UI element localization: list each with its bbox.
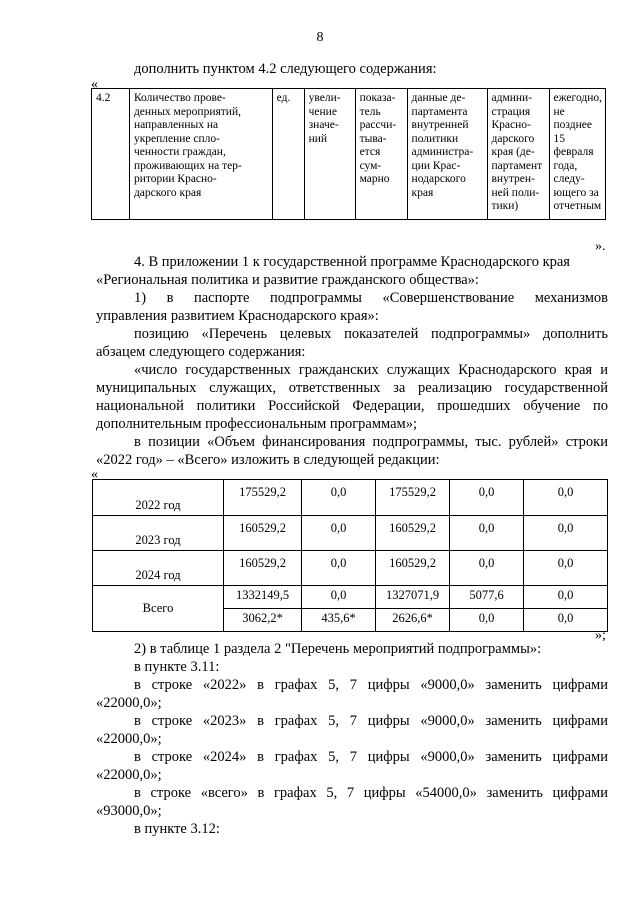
table-cell: 0,0 — [524, 586, 608, 609]
paragraph-line: в пункте 3.12: — [134, 821, 220, 837]
table-cell: 160529,2 — [224, 516, 302, 551]
paragraph-line: управления развитием Краснодарского края»: — [96, 308, 379, 324]
table-cell: 0,0 — [450, 609, 524, 632]
cell-line: админи- — [491, 92, 533, 104]
table-cell: 0,0 — [302, 551, 376, 586]
cell-line: года, — [553, 159, 578, 172]
paragraph-line: в строке «2022» в графах 5, 7 цифры «9000,0» заменить цифрами — [134, 677, 608, 693]
paragraph-line: дополнительным профессиональным программам»; — [96, 416, 417, 432]
table-cell: 5077,6 — [450, 586, 524, 609]
cell-line: Красно- — [491, 119, 531, 131]
table-cell: 0,0 — [302, 516, 376, 551]
cell-line: внутренней — [411, 119, 469, 131]
table-cell: 0,0 — [524, 516, 608, 551]
cell-line: увели- — [308, 92, 341, 104]
table-cell: 435,6* — [302, 609, 376, 632]
paragraph-line: 2) в таблице 1 раздела 2 "Перечень мероприятий подпрограммы»: — [134, 641, 542, 657]
paragraph-line: позицию «Перечень целевых показателей подпрограммы» дополнить — [134, 326, 608, 342]
cell-line: следу- — [553, 173, 585, 185]
open-quote-2: « — [91, 467, 98, 482]
cell-line: дарского — [491, 132, 535, 145]
cell-line: партамента — [411, 105, 468, 118]
cell-line: укрепление спло- — [133, 132, 220, 145]
cell-line: ции Крас- — [411, 159, 461, 172]
table-cell: 0,0 — [302, 480, 376, 516]
cell-line: не позднее — [553, 105, 592, 131]
paragraph-line: муниципальных служащих, ответственных за реализацию государственной — [96, 380, 608, 396]
table-cell: 3062,2* — [224, 609, 302, 632]
cell-trend — [304, 89, 355, 220]
cell-line: 15 февраля — [553, 132, 594, 158]
table-cell: 0,0 — [524, 551, 608, 586]
cell-line: политики — [411, 132, 459, 145]
table-cell: 160529,2 — [376, 551, 450, 586]
table-row — [93, 551, 608, 586]
cell-line: 4.2 — [96, 92, 111, 104]
table-row — [93, 586, 608, 609]
cell-line: ед. — [276, 92, 291, 104]
cell-line: внутрен- — [491, 173, 535, 185]
cell-line: отчетным — [553, 200, 602, 212]
paragraph-line: 1) в паспорте подпрограммы «Совершенствование механизмов — [134, 290, 608, 306]
table-cell: 0,0 — [524, 609, 608, 632]
paragraph-line: в пункте 3.11: — [134, 659, 220, 675]
cell-line: тель — [359, 105, 381, 118]
paragraph-line: в строке «2023» в графах 5, 7 цифры «9000,0» заменить цифрами — [134, 713, 608, 729]
table-cell: 1327071,9 — [376, 586, 450, 609]
cell-line: показа- — [359, 92, 396, 104]
page-number: 8 — [316, 30, 324, 45]
table-cell: 0,0 — [450, 480, 524, 516]
table-cell: 0,0 — [450, 516, 524, 551]
table-cell: 2626,6* — [376, 609, 450, 632]
row-label: 2022 год — [93, 480, 224, 516]
cell-line: края — [411, 186, 434, 199]
cell-responsible — [487, 89, 549, 220]
table-cell: 0,0 — [450, 551, 524, 586]
table-cell: 160529,2 — [376, 516, 450, 551]
paragraph-line: в позиции «Объем финансирования подпрограммы, тыс. рублей» строки — [134, 434, 608, 450]
cell-line: Количество прове- — [133, 92, 226, 104]
cell-line: ритории Красно- — [133, 173, 217, 185]
cell-number — [92, 89, 130, 220]
paragraph-line: «93000,0»; — [96, 803, 162, 819]
table-cell: 175529,2 — [224, 480, 302, 516]
close-quote-2: »; — [595, 628, 606, 643]
cell-line: денных мероприятий, — [133, 105, 241, 118]
table-cell: 0,0 — [524, 480, 608, 516]
table-row — [93, 480, 608, 516]
cell-deadline — [549, 89, 605, 220]
paragraph-line: «22000,0»; — [96, 695, 162, 711]
cell-line: сум- — [359, 159, 382, 172]
cell-line: ется — [359, 146, 381, 158]
cell-line: рассчи- — [359, 119, 397, 131]
paragraph-line: «22000,0»; — [96, 731, 162, 747]
cell-line: ченности граждан, — [133, 146, 226, 158]
row-label: Всего — [93, 586, 224, 632]
cell-line: страция — [491, 105, 531, 118]
cell-line: ежегодно, — [553, 92, 602, 104]
open-quote-1: « — [91, 77, 98, 92]
cell-line: партамент — [491, 159, 543, 172]
cell-name — [129, 89, 272, 220]
indicator-row — [92, 89, 606, 220]
table-cell: 1332149,5 — [224, 586, 302, 609]
cell-calc — [355, 89, 407, 220]
paragraph-line: в строке «всего» в графах 5, 7 цифры «54000,0» заменить цифрами — [134, 785, 608, 801]
indicator-table — [91, 88, 606, 220]
close-quote-1: ». — [595, 239, 606, 254]
paragraph-line: абзацем следующего содержания: — [96, 344, 306, 360]
intro-line: дополнить пунктом 4.2 следующего содержания: — [134, 61, 437, 77]
cell-unit — [272, 89, 304, 220]
cell-line: данные де- — [411, 92, 466, 104]
cell-line: ний — [308, 132, 328, 145]
paragraph-line: «22000,0»; — [96, 767, 162, 783]
table-cell: 0,0 — [302, 586, 376, 609]
paragraph-line: «число государственных гражданских служащих Краснодарского края и — [134, 362, 608, 378]
cell-line: ней поли- — [491, 186, 540, 199]
cell-line: края (де- — [491, 146, 535, 158]
paragraph-line: в строке «2024» в графах 5, 7 цифры «9000,0» заменить цифрами — [134, 749, 608, 765]
paragraph-line: национальной политики Российской Федерации, прошедших обучение по — [96, 398, 608, 414]
cell-line: марно — [359, 173, 390, 185]
row-label: 2023 год — [93, 516, 224, 551]
cell-line: тики) — [491, 200, 519, 212]
cell-line: тыва- — [359, 132, 387, 145]
cell-line: проживающих на тер- — [133, 159, 242, 172]
financing-table — [92, 479, 608, 632]
table-cell: 160529,2 — [224, 551, 302, 586]
cell-line: дарского края — [133, 186, 202, 199]
cell-line: администра- — [411, 146, 474, 158]
cell-line: чение — [308, 105, 337, 118]
cell-line: значе- — [308, 119, 339, 131]
cell-line: нодарского — [411, 173, 466, 185]
cell-source — [407, 89, 487, 220]
table-cell: 175529,2 — [376, 480, 450, 516]
paragraph-line: «Региональная политика и развитие гражданского общества»: — [96, 272, 479, 288]
row-label: 2024 год — [93, 551, 224, 586]
table-row — [93, 516, 608, 551]
cell-line: ющего за — [553, 186, 599, 199]
cell-line: направленных на — [133, 119, 219, 131]
paragraph-line: 4. В приложении 1 к государственной программе Краснодарского края — [134, 254, 570, 270]
paragraph-line: «2022 год» – «Всего» изложить в следующей редакции: — [96, 452, 440, 468]
